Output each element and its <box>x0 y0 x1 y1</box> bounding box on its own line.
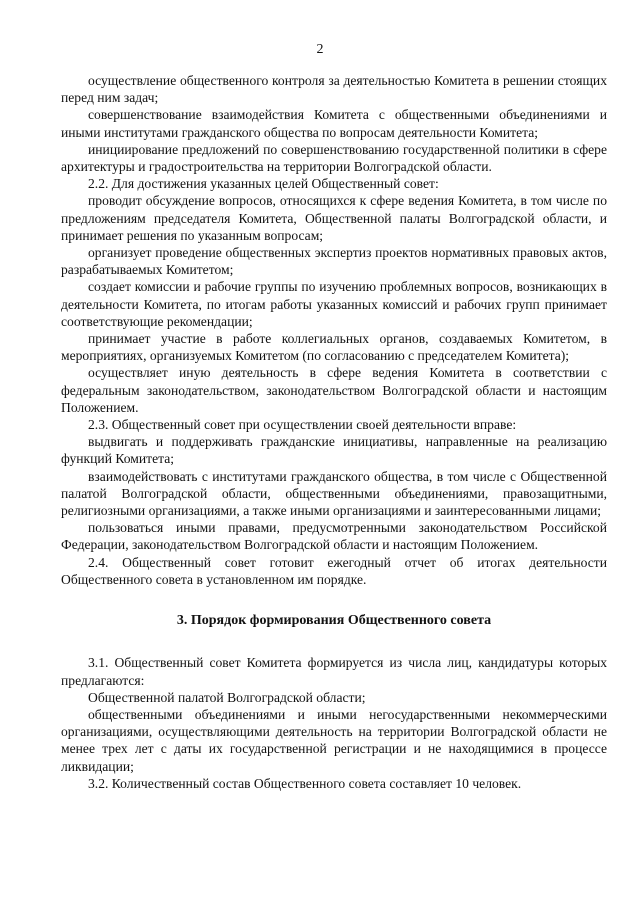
document-body <box>61 72 607 792</box>
paragraph: взаимодействовать с институтами гражданского общества, в том числе с Общественной палатой Волгоградской области, общественными объединениями, правозащитными, религиозными организациями, а также иными организациями и заинтересованными лицами; <box>61 468 607 519</box>
paragraph: 2.2. Для достижения указанных целей Общественный совет: <box>88 176 439 192</box>
paragraph: инициирование предложений по совершенствованию государственной политики в сфере архитектуры и градостроительства на территории Волгоградской области. <box>61 141 607 175</box>
paragraph: принимает участие в работе коллегиальных органов, создаваемых Комитетом, в мероприятиях, организуемых Комитетом (по согласованию с председателем Комитета); <box>61 331 607 364</box>
paragraph: пользоваться иными правами, предусмотренными законодательством Российской Федерации, законодательством Волгоградской области и настоящим Положением. <box>61 520 607 553</box>
paragraph: организует проведение общественных экспертиз проектов нормативных правовых актов, разрабатываемых Комитетом; <box>61 245 607 278</box>
paragraph: 2.4. Общественный совет готовит ежегодный отчет об итогах деятельности Общественного совета в установленном им порядке. <box>61 554 607 587</box>
paragraph: осуществляет иную деятельность в сфере ведения Комитета в соответствии с федеральным законодательством, законодательством Волгоградской области и настоящим Положением. <box>61 365 607 415</box>
paragraph: проводит обсуждение вопросов, относящихся к сфере ведения Комитета, в том числе по предложениям председателя Комитета, Общественной палаты Волгоградской области, и принимает решения по указанным вопросам; <box>61 193 607 243</box>
paragraph: совершенствование взаимодействия Комитета с общественными объединениями и иными институтами гражданского общества по вопросам деятельности Комитета; <box>61 107 607 140</box>
page-number: 2 <box>316 42 324 57</box>
paragraph: общественными объединениями и иными негосударственными некоммерческими организациями, осуществляющими деятельность на территории Волгоградской области не менее трех лет с даты их государственной регистрации и не находящимися в процессе ликвидации; <box>61 706 607 774</box>
paragraph: Общественной палатой Волгоградской области; <box>88 689 366 705</box>
paragraph: 3.2. Количественный состав Общественного совета составляет 10 человек. <box>88 775 522 791</box>
paragraph: осуществление общественного контроля за деятельностью Комитета в решении стоящих перед ним задач; <box>61 73 607 106</box>
paragraph: выдвигать и поддерживать гражданские инициативы, направленные на реализацию функций Комитета; <box>61 434 607 467</box>
paragraph: 2.3. Общественный совет при осуществлении своей деятельности вправе: <box>88 417 517 433</box>
section-heading: 3. Порядок формирования Общественного совета <box>176 613 492 629</box>
paragraph: создает комиссии и рабочие группы по изучению проблемных вопросов, возникающих в деятельности Комитета, по итогам работы указанных комиссий и рабочих групп принимает соответствующие рекомендации; <box>61 279 607 329</box>
paragraph: 3.1. Общественный совет Комитета формируется из числа лиц, кандидатуры которых предлагаются: <box>61 655 607 688</box>
